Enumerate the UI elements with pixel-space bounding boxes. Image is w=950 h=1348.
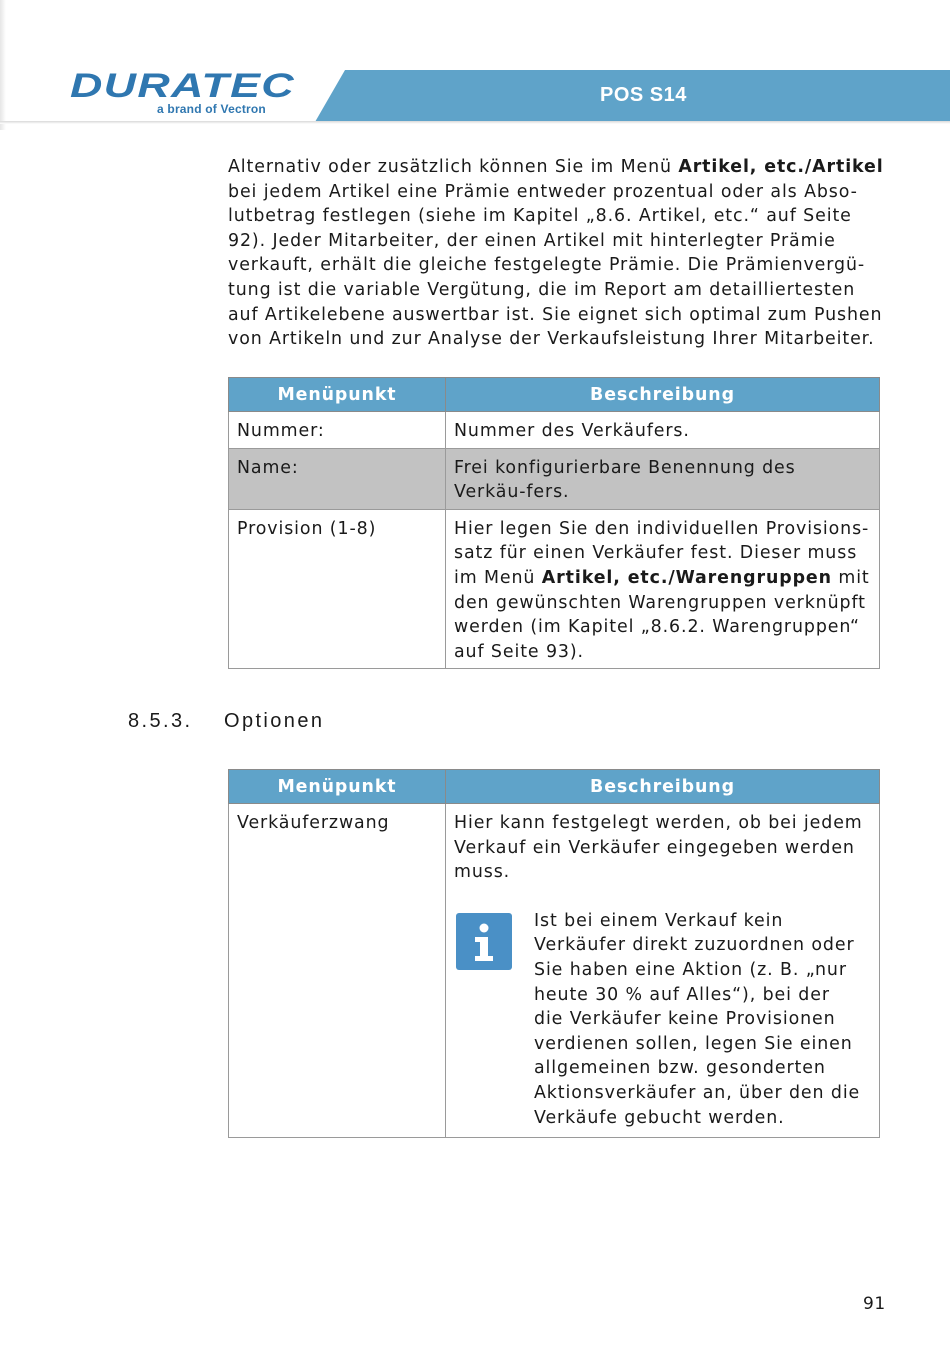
- row-description: Frei konfigurierbare Benennung des Verkäu-fers.: [446, 448, 880, 509]
- section-heading: [128, 710, 324, 733]
- page-header: [0, 0, 950, 130]
- column-header-menupunkt: Menüpunkt: [229, 770, 446, 804]
- info-icon: [456, 913, 512, 970]
- row-description-text: Hier kann festgelegt werden, ob bei jedem Verkauf ein Verkäufer eingegeben werden muss.: [454, 813, 863, 883]
- column-header-beschreibung: Beschreibung: [446, 770, 880, 804]
- row-item: Nummer:: [229, 412, 446, 449]
- row-item: Provision (1-8): [229, 509, 446, 669]
- row-description-text-2: mit den gewünschten Warengruppen verknüpft werden (im Kapitel „8.6.2. Warengruppen“ auf Seite 93).: [454, 567, 870, 662]
- table-header-row: [229, 770, 880, 804]
- row-description-text-1: Hier legen Sie den individuellen Provisions-satz für einen Verkäufer fest. Dieser muss im Menü: [454, 518, 870, 588]
- table-row: [229, 448, 880, 509]
- table-row: [229, 412, 880, 449]
- column-header-menupunkt: Menüpunkt: [229, 378, 446, 412]
- row-description: Nummer des Verkäufers.: [446, 412, 880, 449]
- intro-text-1: Alternativ oder zusätzlich können Sie im Menü: [228, 157, 679, 177]
- header-divider: [0, 121, 950, 124]
- row-item: Verkäuferzwang: [229, 804, 446, 1138]
- row-description: [446, 509, 880, 669]
- intro-paragraph: [228, 155, 888, 352]
- row-description: [446, 804, 880, 1138]
- info-note-text: Ist bei einem Verkauf kein Verkäufer direkt zuzuordnen oder Sie haben eine Aktion (z. B. „nur heute 30 % auf Alles“), bei der die Verkäufer keine Provisionen verdienen sollen, legen Sie einen allgemeinen bzw. gesonderten Aktionsverkäufer an, über den die Verkäufe gebucht werden.: [534, 910, 861, 1128]
- table-row: [229, 804, 880, 1138]
- section-number: 8.5.3.: [128, 710, 193, 732]
- table-row: [229, 509, 880, 669]
- header-edge-shadow: [0, 0, 6, 130]
- info-note: [454, 909, 871, 1130]
- section-title: Optionen: [224, 710, 325, 732]
- intro-menu-path: Artikel, etc./Artikel: [678, 157, 884, 177]
- row-item: Name:: [229, 448, 446, 509]
- options-table: [228, 769, 880, 1138]
- logo-wordmark: DURATEC: [70, 68, 295, 105]
- document-title: POS S14: [600, 84, 687, 106]
- brand-tagline: a brand of Vectron: [157, 102, 266, 116]
- intro-text-2: bei jedem Artikel eine Prämie entweder prozentual oder als Abso-lutbetrag festlegen (siehe im Kapitel „8.6. Artikel, etc.“ auf Seite 92). Jeder Mitarbeiter, der einen Artikel mit hinterlegter Prämie verkauft, erhält die gleiche festgelegte Prämie. Die Prämienvergü-tung ist die variable Vergütung, die im Report am detailliertesten auf Artikelebene auswertbar ist. Sie eignet sich optimal zum Pushen von Artikeln und zur Analyse der Verkaufsleistung Ihrer Mitarbeiter.: [228, 181, 883, 350]
- column-header-beschreibung: Beschreibung: [446, 378, 880, 412]
- page-number: 91: [863, 1294, 886, 1314]
- row-description-menu-path: Artikel, etc./Warengruppen: [541, 567, 832, 588]
- table-header-row: [229, 378, 880, 412]
- seller-fields-table: [228, 377, 880, 669]
